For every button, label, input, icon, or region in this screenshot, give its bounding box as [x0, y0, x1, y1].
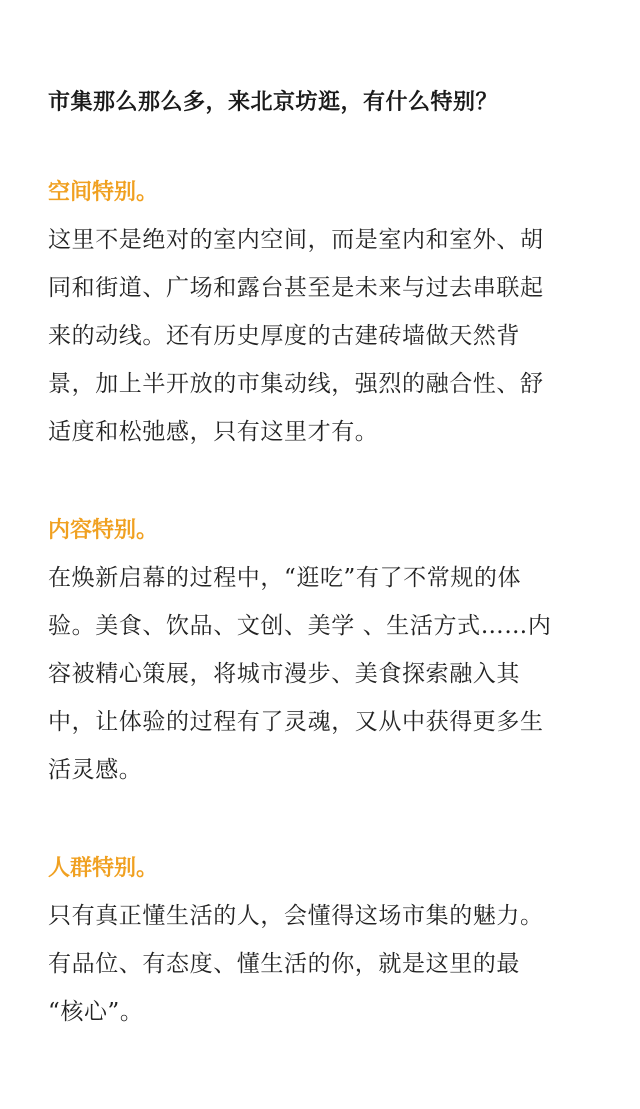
article-title: 市集那么那么多，来北京坊逛，有什么特别？ [48, 89, 499, 115]
body-line: 验。美食、饮品、文创、美学 、生活方式……内 [48, 613, 552, 639]
body-line: 容被精心策展，将城市漫步、美食探索融入其 [48, 661, 520, 687]
section-body-space [48, 216, 604, 456]
body-line: 同和街道、广场和露台甚至是未来与过去串联起 [48, 275, 544, 301]
section-body-people [48, 892, 604, 1036]
body-line: 适度和松弛感，只有这里才有。 [48, 419, 379, 445]
body-line: 来的动线。还有历史厚度的古建砖墙做天然背 [48, 323, 520, 349]
section-body-content [48, 554, 604, 794]
section-heading-content: 内容特别。 [48, 517, 159, 543]
body-line: “核心”。 [48, 999, 144, 1025]
body-line: 在焕新启幕的过程中，“逛吃”有了不常规的体 [48, 565, 522, 591]
body-line: 只有真正懂生活的人，会懂得这场市集的魅力。 [48, 903, 544, 929]
body-line: 有品位、有态度、懂生活的你，就是这里的最 [48, 951, 520, 977]
section-heading-space: 空间特别。 [48, 179, 159, 205]
section-heading-people: 人群特别。 [48, 855, 159, 881]
body-line: 景，加上半开放的市集动线，强烈的融合性、舒 [48, 371, 544, 397]
body-line: 中，让体验的过程有了灵魂，又从中获得更多生 [48, 709, 544, 735]
body-line: 活灵感。 [48, 757, 143, 783]
body-line: 这里不是绝对的室内空间，而是室内和室外、胡 [48, 227, 544, 253]
